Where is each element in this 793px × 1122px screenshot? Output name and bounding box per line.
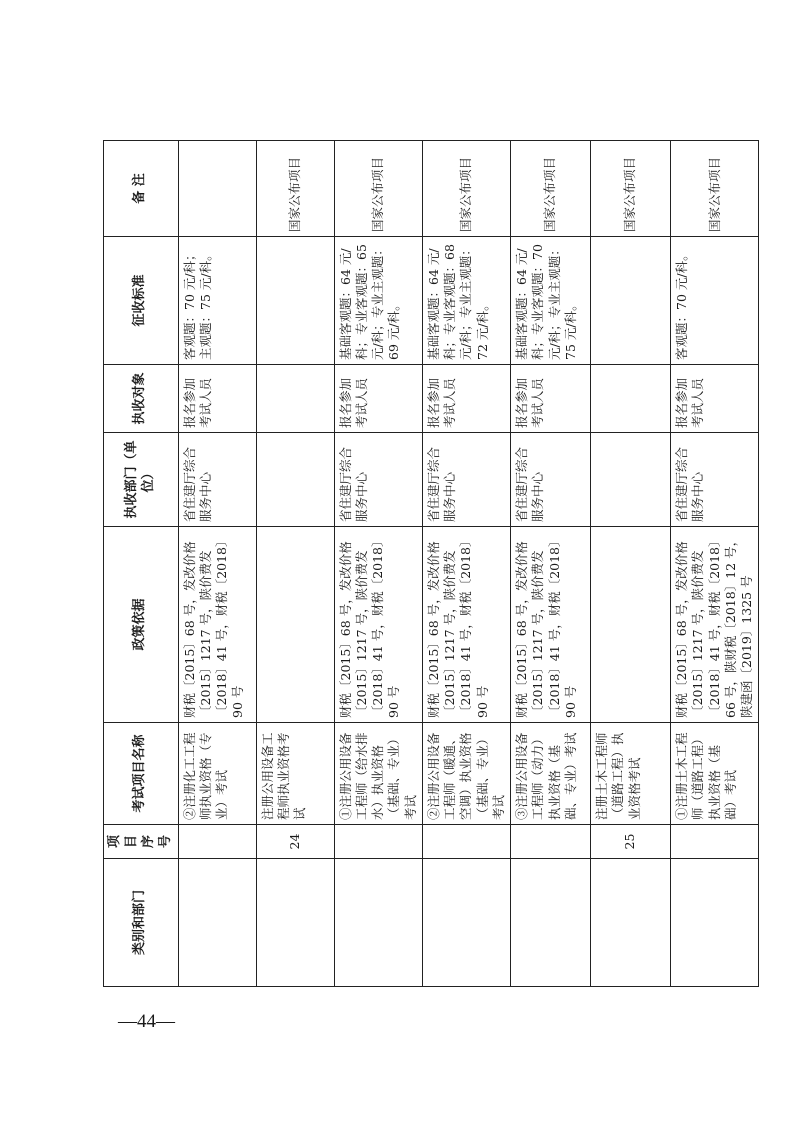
cell-note: 国家公布项目 [334, 141, 422, 237]
cell-category [422, 859, 510, 987]
cell-note: 国家公布项目 [671, 141, 759, 237]
cell-standard [591, 237, 671, 365]
cell-standard [256, 237, 334, 365]
cell-basis: 财税〔2015〕68 号，发改价格〔2015〕1217 号，陕价费发〔2018〕41 号，财税〔2018〕90 号 [178, 527, 256, 723]
cell-seq [334, 825, 422, 859]
cell-seq: 24 [256, 825, 334, 859]
cell-dept: 省住建厅综合服务中心 [511, 433, 591, 527]
cell-target: 报名参加考试人员 [178, 365, 256, 433]
fee-table [103, 140, 759, 987]
cell-basis [256, 527, 334, 723]
cell-category [591, 859, 671, 987]
cell-seq [511, 825, 591, 859]
table-row [591, 141, 671, 987]
cell-category [671, 859, 759, 987]
header-name: 考试项目名称 [104, 723, 179, 825]
table-row [511, 141, 591, 987]
cell-note: 国家公布项目 [256, 141, 334, 237]
header-dept: 执收部门（单位） [104, 433, 179, 527]
cell-note: 国家公布项目 [591, 141, 671, 237]
cell-standard: 基础客观题：64 元/科；专业客观题：70 元/科；专业主观题：75 元/科。 [511, 237, 591, 365]
cell-category [334, 859, 422, 987]
cell-seq: 25 [591, 825, 671, 859]
cell-target [256, 365, 334, 433]
table-row [334, 141, 422, 987]
cell-category [178, 859, 256, 987]
page-number: —44— [118, 1011, 175, 1032]
cell-target [591, 365, 671, 433]
cell-name: 注册公用设备工程师执业资格考试 [256, 723, 334, 825]
cell-seq [178, 825, 256, 859]
cell-basis: 财税〔2015〕68 号，发改价格〔2015〕1217 号，陕价费发〔2018〕41 号，财税〔2018〕90 号 [422, 527, 510, 723]
header-seq: 项目序号 [104, 825, 179, 859]
cell-note: 国家公布项目 [511, 141, 591, 237]
header-target: 执收对象 [104, 365, 179, 433]
cell-dept [591, 433, 671, 527]
cell-seq [422, 825, 510, 859]
header-standard: 征收标准 [104, 237, 179, 365]
table-row [178, 141, 256, 987]
cell-standard: 基础客观题：64 元/科；专业客观题：65 元/科；专业主观题：69 元/科。 [334, 237, 422, 365]
cell-target: 报名参加考试人员 [511, 365, 591, 433]
cell-dept: 省住建厅综合服务中心 [334, 433, 422, 527]
cell-basis: 财税〔2015〕68 号，发改价格〔2015〕1217 号，陕价费发〔2018〕41 号，财税〔2018〕66 号，陕财税〔2018〕12 号，陕建函〔2019〕1325 号 [671, 527, 759, 723]
cell-standard: 客观题：70 元/科；主观题：75 元/科。 [178, 237, 256, 365]
header-category: 类别和部门 [104, 859, 179, 987]
cell-target: 报名参加考试人员 [422, 365, 510, 433]
table-row [671, 141, 759, 987]
cell-basis: 财税〔2015〕68 号，发改价格〔2015〕1217 号，陕价费发〔2018〕41 号，财税〔2018〕90 号 [511, 527, 591, 723]
cell-dept: 省住建厅综合服务中心 [671, 433, 759, 527]
cell-basis [591, 527, 671, 723]
cell-target: 报名参加考试人员 [334, 365, 422, 433]
cell-category [256, 859, 334, 987]
cell-dept: 省住建厅综合服务中心 [422, 433, 510, 527]
cell-name: ②注册化工工程师执业资格（专业）考试 [178, 723, 256, 825]
table-row [422, 141, 510, 987]
cell-standard: 客观题：70 元/科。 [671, 237, 759, 365]
cell-name: ①注册公用设备工程师（给水排水）执业资格（基础、专业）考试 [334, 723, 422, 825]
cell-category [511, 859, 591, 987]
header-note: 备 注 [104, 141, 179, 237]
table-header-row [104, 141, 179, 987]
cell-name: ②注册公用设备工程师（暖通、空调）执业资格（基础、专业）考试 [422, 723, 510, 825]
cell-note [178, 141, 256, 237]
cell-target: 报名参加考试人员 [671, 365, 759, 433]
header-basis: 政策依据 [104, 527, 179, 723]
cell-seq [671, 825, 759, 859]
table-row [256, 141, 334, 987]
cell-name: 注册土木工程师（道路工程）执业资格考试 [591, 723, 671, 825]
rotated-page-content [103, 141, 755, 987]
cell-dept [256, 433, 334, 527]
cell-note: 国家公布项目 [422, 141, 510, 237]
cell-basis: 财税〔2015〕68 号，发改价格〔2015〕1217 号，陕价费发〔2018〕41 号，财税〔2018〕90 号 [334, 527, 422, 723]
cell-dept: 省住建厅综合服务中心 [178, 433, 256, 527]
cell-standard: 基础客观题：64 元/科；专业客观题：68 元/科；专业主观题：72 元/科。 [422, 237, 510, 365]
cell-name: ①注册土木工程师（道路工程）执业资格（基础）考试 [671, 723, 759, 825]
cell-name: ③注册公用设备工程师（动力）执业资格（基础、专业）考试 [511, 723, 591, 825]
